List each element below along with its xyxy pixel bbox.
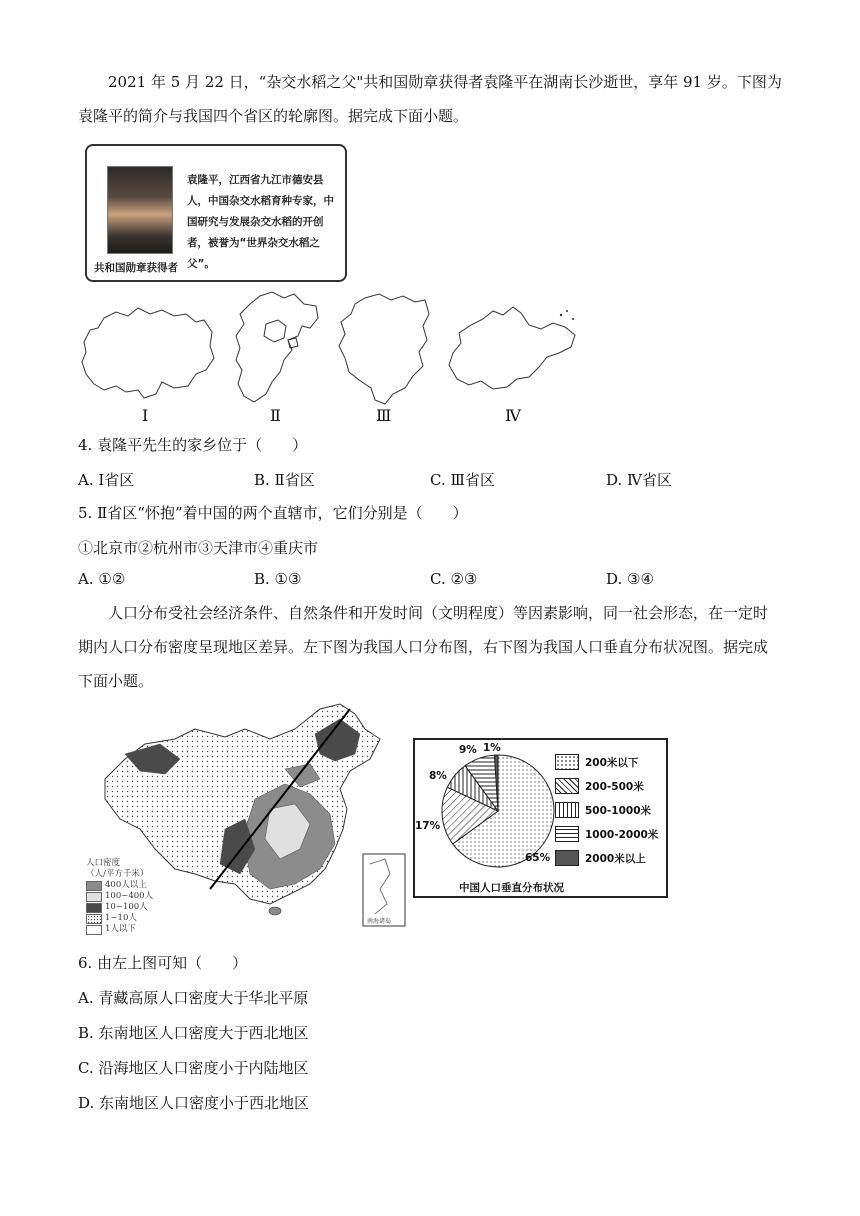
inset-label: 南海诸岛 [367,918,392,925]
legend-item [86,924,153,935]
legend-label: 1人以下 [105,924,136,934]
q5-choices: ①北京市②杭州市③天津市④重庆市 [78,539,319,557]
q4-option-a[interactable]: A. Ⅰ省区 [78,471,135,489]
map-legend [86,858,153,935]
pie-legend [555,750,658,870]
pie-chart-title: 中国人口垂直分布状况 [459,882,564,894]
legend-item [86,880,153,891]
province-outline-4 [443,295,581,395]
q5-option-d[interactable]: D. ③④ [606,570,654,588]
pie-legend-item [555,822,658,846]
intro-paragraph: 2021 年 5 月 22 日，“杂交水稻之父"共和国勋章获得者袁隆平在湖南长沙逝世，享年 91 岁。下图为袁隆平的简介与我国四个省区的轮廓图。据完成下面小题。 [78,73,782,125]
legend-title-1: 人口密度 [86,858,121,868]
pie-label-9: 9% [459,744,477,756]
legend-label: 200米以下 [585,756,639,769]
q5-option-a[interactable]: A. ①② [78,570,126,588]
legend-item [86,902,153,913]
pie-legend-item [555,750,658,774]
q4-option-d[interactable]: D. Ⅳ省区 [606,471,673,489]
legend-swatch [86,914,102,924]
pie-legend-item [555,846,658,870]
q6-option-b[interactable]: B. 东南地区人口密度大于西北地区 [78,1024,309,1042]
outline-label-4: Ⅳ [505,406,521,425]
pie-label-17: 17% [415,820,441,832]
legend-label: 500-1000米 [585,804,651,817]
pie-label-1: 1% [483,742,501,754]
pie-label-8: 8% [429,770,447,782]
province-outline-3 [335,290,433,408]
pie-label-65: 65% [525,852,551,864]
q4-option-b[interactable]: B. Ⅱ省区 [254,471,315,489]
legend-swatch [555,802,579,818]
pie-legend-item [555,774,658,798]
legend-item [86,891,153,902]
legend-label: 400人以上 [105,880,147,890]
q6-option-c[interactable]: C. 沿海地区人口密度小于内陆地区 [78,1059,309,1077]
legend-label: 2000米以上 [585,852,646,865]
pie-chart-panel [413,738,668,898]
q5-option-b[interactable]: B. ①③ [254,570,302,588]
profile-card [85,144,347,282]
q4-stem: 4. 袁隆平先生的家乡位于（ ） [78,436,308,454]
pie-legend-item [555,798,658,822]
legend-swatch [555,754,579,770]
legend-title-2: （人/平方千米） [86,869,149,879]
profile-caption: 共和国勋章获得者 [94,262,178,274]
legend-swatch [555,826,579,842]
q5-stem: 5. Ⅱ省区“怀抱”着中国的两个直辖市，它们分别是（ ） [78,504,468,522]
q6-option-a[interactable]: A. 青藏高原人口密度大于华北平原 [78,989,309,1007]
province-outline-1 [78,300,218,405]
legend-item [86,913,153,924]
legend-label: 200-500米 [585,780,644,793]
legend-swatch [555,850,579,866]
legend-swatch [86,892,102,902]
outline-label-2: Ⅱ [270,406,281,425]
legend-label: 1000-2000米 [585,828,659,841]
q6-option-d[interactable]: D. 东南地区人口密度小于西北地区 [78,1094,310,1112]
q4-option-c[interactable]: C. Ⅲ省区 [430,471,495,489]
province-outline-2 [232,290,327,408]
profile-bio: 袁隆平，江西省九江市德安县人，中国杂交水稻育种专家，中国研究与发展杂交水稻的开创者，被誉为“世界杂交水稻之父”。 [187,174,334,270]
legend-swatch [86,881,102,891]
q6-stem: 6. 由左上图可知（ ） [78,954,248,972]
legend-swatch [86,903,102,913]
legend-label: 100~400人 [105,891,154,901]
q5-option-c[interactable]: C. ②③ [430,570,478,588]
legend-swatch [555,778,579,794]
legend-label: 10~100人 [105,902,148,912]
outline-label-1: Ⅰ [142,406,149,425]
legend-swatch [86,925,102,935]
passage-2: 人口分布受社会经济条件、自然条件和开发时间（文明程度）等因素影响，同一社会形态，在一定时期内人口分布密度呈现地区差异。左下图为我国人口分布图，右下图为我国人口垂直分布状况图。据完成下面小题。 [78,604,769,690]
portrait-photo [107,166,173,254]
outline-label-3: Ⅲ [376,406,392,425]
legend-label: 1~10人 [105,913,137,923]
